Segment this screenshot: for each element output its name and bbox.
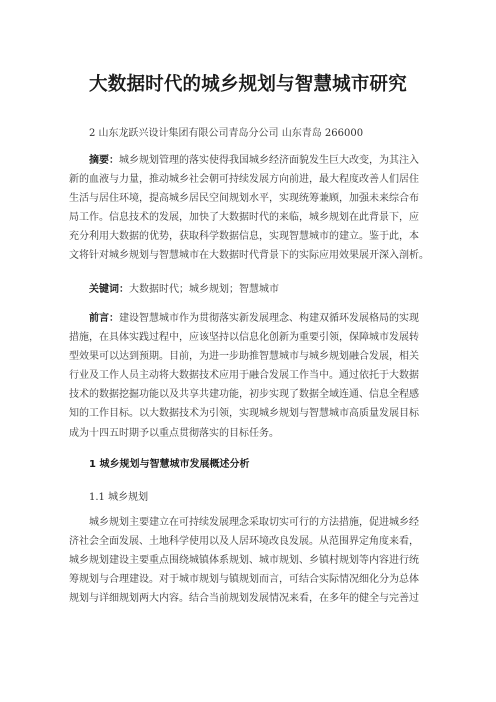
keywords-line [69,280,435,299]
body-line: 城乡规划主要建立在可持续发展理念采取切实可行的方法措施，促进城乡经 [89,517,419,528]
subsection-body [69,513,435,608]
preface-line: 知的工作目标。以大数据技术为引领，实现城乡规划与智慧城市高质量发展目标 [69,408,419,420]
preface-line: 成为十四五时期予以重点贯彻落实的目标任务。 [69,427,279,439]
body-line: 济社会全面发展、土地科学使用以及人居环境改良发展。从范围界定角度来看， [69,536,419,548]
author-affiliation: 2 山东龙跃兴设计集团有限公司青岛分公司 山东青岛 266000 [89,128,364,139]
abstract-label: 摘要： [89,155,119,166]
keywords-label: 关键词： [89,284,129,295]
body-line: 筹规划与合理建设。对于城市规划与镇规划而言，可结合实际情况细化分为总体 [69,574,419,586]
preface-line: 措施，在具体实践过程中，应该坚持以信息化创新为重要引领，保障城市发展转 [69,332,419,344]
abstract-line: 生活与居住环境，提高城乡居民空间规划水平，实现统筹兼顾，加强未来综合布 [69,193,419,205]
abstract-section [69,151,435,266]
section-heading: 1 城乡规划与智慧城市发展概述分析 [89,459,250,470]
preface-line: 型效果可以达到预期。目前，为进一步助推智慧城市与城乡规划融合发展，相关 [69,351,419,363]
abstract-line: 文将针对城乡规划与智慧城市在大数据时代背景下的实际应用效果展开深入剖析。 [69,250,429,262]
document-title: 大数据时代的城乡规划与智慧城市研究 [89,74,407,95]
preface-line: 技术的数据挖掘功能以及共享共建功能，初步实现了数据全域连通、信息全程感 [69,389,419,401]
preface-text: 建设智慧城市作为贯彻落实新发展理念、构建双循环发展格局的实现 [119,313,419,324]
preface-label: 前言： [89,313,119,324]
abstract-line: 充分利用大数据的优势，获取科学数据信息，实现智慧城市的建立。鉴于此，本 [69,231,419,243]
body-line: 规划与详细规划两大内容。结合当前规划发展情况来看，在多年的健全与完善过 [69,593,419,605]
abstract-text: 城乡规划管理的落实使得我国城乡经济面貌发生巨大改变，为其注入 [119,155,419,166]
subsection-heading: 1.1 城乡规划 [89,492,149,503]
body-line: 城乡规划建设主要重点围绕城镇体系规划、城市规划、乡镇村规划等内容进行统 [69,555,419,567]
preface-section [69,309,435,443]
keywords-text: 大数据时代；城乡规划；智慧城市 [129,284,279,295]
preface-line: 行业及工作人员主动将大数据技术应用于融合发展工作当中。通过依托于大数据 [69,370,419,382]
abstract-line [69,151,435,170]
keywords-section [69,280,435,299]
preface-line [69,309,435,328]
abstract-line: 新的血液与力量，推动城乡社会朝可持续发展方向前进，最大程度改善人们居住 [69,174,419,186]
abstract-line: 局工作。信息技术的发展，加快了大数据时代的来临，城乡规划在此背景下，应 [69,212,419,224]
